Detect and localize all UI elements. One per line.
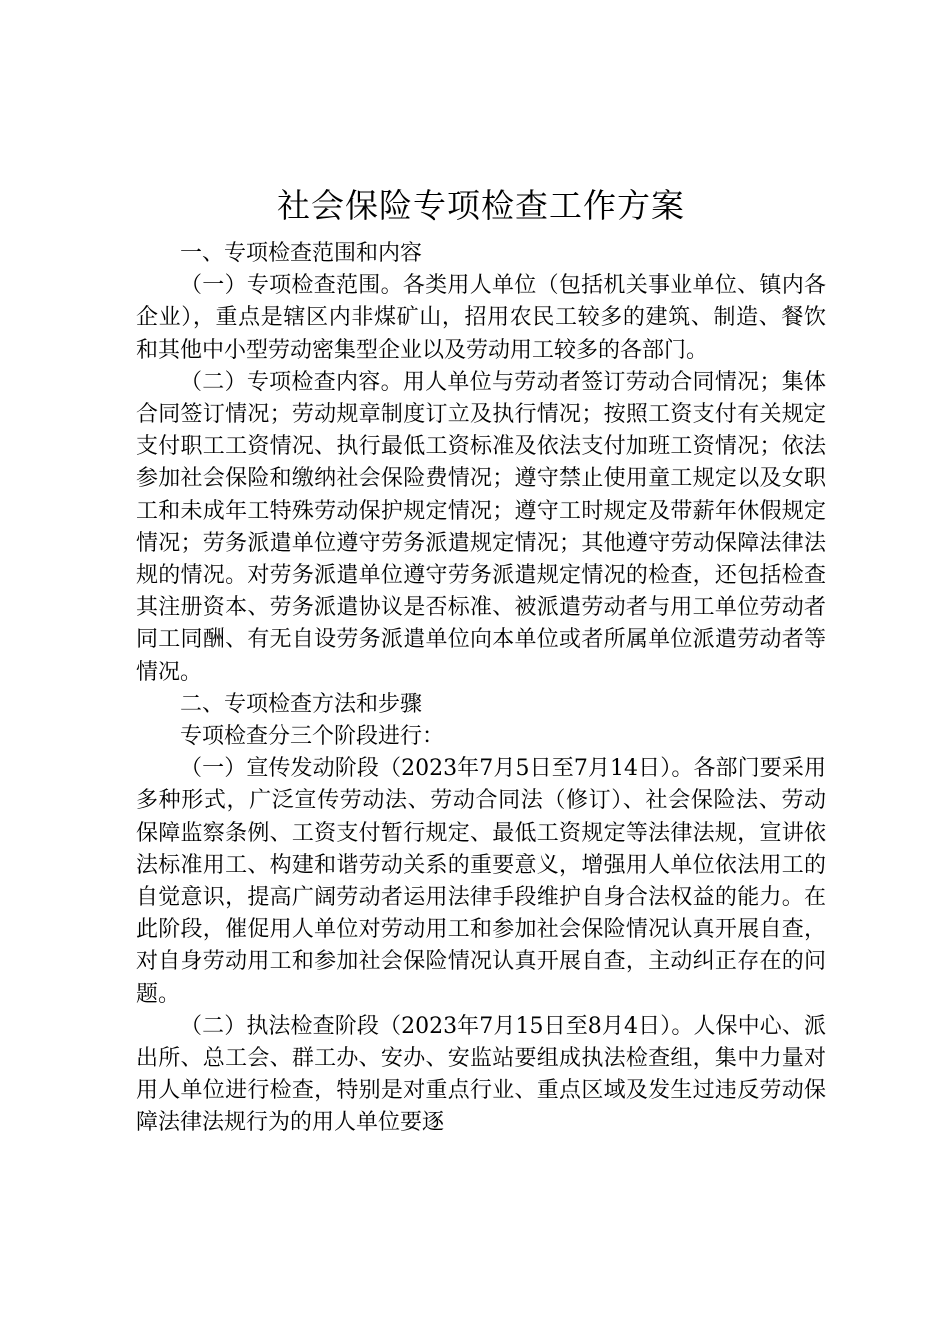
section-heading-method: 二、专项检查方法和步骤 — [180, 691, 423, 717]
paragraph-stages-intro: 专项检查分三个阶段进行： — [180, 724, 445, 750]
document-title: 社会保险专项检查工作方案 — [277, 186, 685, 225]
paragraph-content: （二）专项检查内容。用人单位与劳动者签订劳动合同情况；集体合同签订情况；劳动规章制度订立及执行情况；按照工资支付有关规定支付职工工资情况、执行最低工资标准及依法支付加班工资情况；依法参加社会保险和缴纳社会保险费情况；遵守禁止使用童工规定以及女职工和未成年工特殊劳动保护规定情况；遵守工时规定及带薪年休假规定情况；劳务派遣单位遵守劳务派遣规定情况；其他遵守劳动保障法律法规的情况。对劳务派遣单位遵守劳务派遣规定情况的检查，还包括检查其注册资本、劳务派遣协议是否标准、被派遣劳动者与用工单位劳动者同工同酬、有无自设劳务派遣单位向本单位或者所属单位派遣劳动者等情况。 — [136, 369, 826, 685]
section-heading-scope: 一、专项检查范围和内容 — [180, 241, 423, 266]
paragraph-stage-publicity: （一）宣传发动阶段（2023年7月5日至7月14日）。各部门要采用多种形式，广泛宣传劳动法、劳动合同法（修订）、社会保险法、劳动保障监察条例、工资支付暂行规定、最低工资规定等法律法规，宣讲依法标准用工、构建和谐劳动关系的重要意义，增强用人单位依法用工的自觉意识，提高广阔劳动者运用法律手段维护自身合法权益的能力。在此阶段，催促用人单位对劳动用工和参加社会保险情况认真开展自查，对自身劳动用工和参加社会保险情况认真开展自查，主动纠正存在的问题。 — [136, 756, 826, 1007]
document-body — [136, 180, 826, 1140]
paragraph-scope: （一）专项检查范围。各类用人单位（包括机关事业单位、镇内各企业），重点是辖区内非煤矿山，招用农民工较多的建筑、制造、餐饮和其他中小型劳动密集型企业以及劳动用工较多的各部门。 — [136, 273, 826, 363]
paragraph-stage-enforcement: （二）执法检查阶段（2023年7月15日至8月4日）。人保中心、派出所、总工会、群工办、安办、安监站要组成执法检查组，集中力量对用人单位进行检查，特别是对重点行业、重点区域及发生过违反劳动保障法律法规行为的用人单位要逐 — [136, 1013, 826, 1136]
